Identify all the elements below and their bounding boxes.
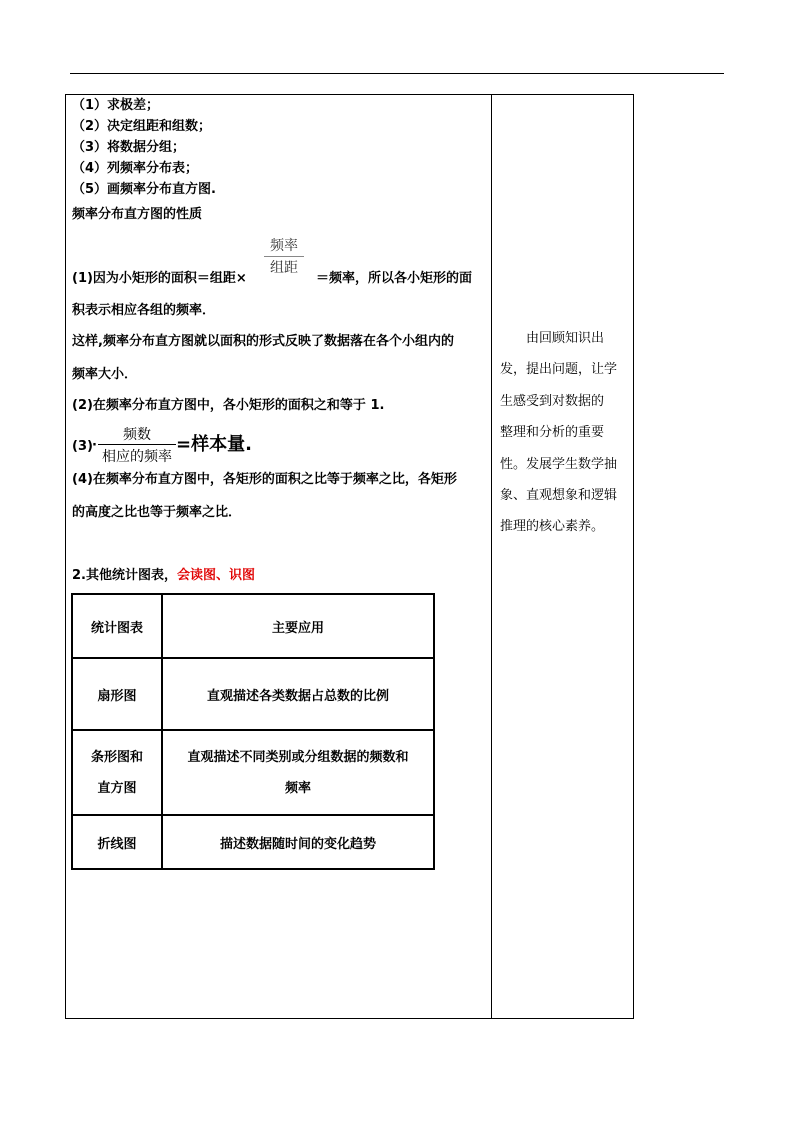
lesson-table-frame [65, 94, 634, 1019]
row-bar-name-line-1: 条形图和 [90, 749, 143, 765]
property-3-suffix: =样本量. [176, 434, 252, 455]
section-2-title-text: 2.其他统计图表， [72, 568, 177, 583]
design-intent-line: 推理的核心素养。 [500, 519, 605, 535]
design-intent-line: 象、直观想象和逻辑 [500, 488, 618, 504]
design-intent-line: 性。发展学生数学抽 [500, 456, 618, 472]
section-2-highlight: 会读图、识图 [176, 568, 255, 583]
fraction-denominator-interval: 组距 [270, 260, 298, 276]
step-5: （5）画频率分布直方图. [72, 182, 216, 197]
row-bar-use [162, 730, 434, 815]
design-intent-line: 发，提出问题，让学 [500, 362, 618, 378]
row-line-name: 折线图 [72, 815, 162, 869]
row-pie-use: 直观描述各类数据占总数的比例 [162, 658, 434, 730]
property-4-line-2: 的高度之比也等于频率之比． [72, 505, 242, 520]
design-intent-text [500, 323, 627, 543]
properties-heading: 频率分布直方图的性质 [72, 207, 203, 222]
row-bar-name-line-2: 直方图 [97, 780, 137, 796]
row-bar-use-line-2: 频率 [284, 780, 311, 796]
step-3: （3）将数据分组； [72, 140, 186, 155]
property-1-suffix: ＝频率，所以各小矩形的面 [316, 271, 473, 286]
row-bar-use-line-1: 直观描述不同类别或分组数据的频数和 [187, 749, 409, 765]
table-header-row [72, 594, 434, 658]
property-2: (2)在频率分布直方图中，各小矩形的面积之和等于 1. [72, 398, 385, 413]
design-intent-line: 由回顾知识出 [500, 331, 605, 346]
fraction-numerator-count: 频数 [123, 427, 151, 443]
fraction-numerator-frequency: 频率 [270, 238, 298, 254]
header-main-use: 主要应用 [162, 594, 434, 658]
reflect-line-2: 频率大小． [72, 367, 138, 382]
table-row [72, 658, 434, 730]
table-row [72, 730, 434, 815]
chart-types-table [71, 593, 435, 870]
property-1-prefix: (1)因为小矩形的面积＝组距× [72, 271, 247, 286]
fraction-bar [98, 444, 176, 445]
step-1: （1）求极差； [72, 98, 160, 113]
property-3-dot: · [92, 438, 97, 453]
header-rule [70, 73, 724, 74]
step-4: （4）列频率分布表； [72, 161, 199, 176]
row-pie-name: 扇形图 [72, 658, 162, 730]
fraction-denominator-frequency: 相应的频率 [102, 449, 172, 465]
row-line-use: 描述数据随时间的变化趋势 [162, 815, 434, 869]
header-chart-type: 统计图表 [72, 594, 162, 658]
step-2: （2）决定组距和组数； [72, 119, 212, 134]
property-1-continuation: 积表示相应各组的频率． [72, 303, 216, 318]
section-2-title [72, 566, 255, 586]
property-4-line-1: (4)在频率分布直方图中，各矩形的面积之比等于频率之比，各矩形 [72, 472, 457, 487]
row-bar-name [72, 730, 162, 815]
property-3-prefix: (3) [72, 439, 93, 454]
reflect-line-1: 这样,频率分布直方图就以面积的形式反映了数据落在各个小组内的 [72, 334, 454, 349]
table-row [72, 815, 434, 869]
design-intent-line: 生感受到对数据的 [500, 393, 605, 409]
design-intent-line: 整理和分析的重要 [500, 425, 605, 441]
column-divider [491, 94, 492, 1019]
